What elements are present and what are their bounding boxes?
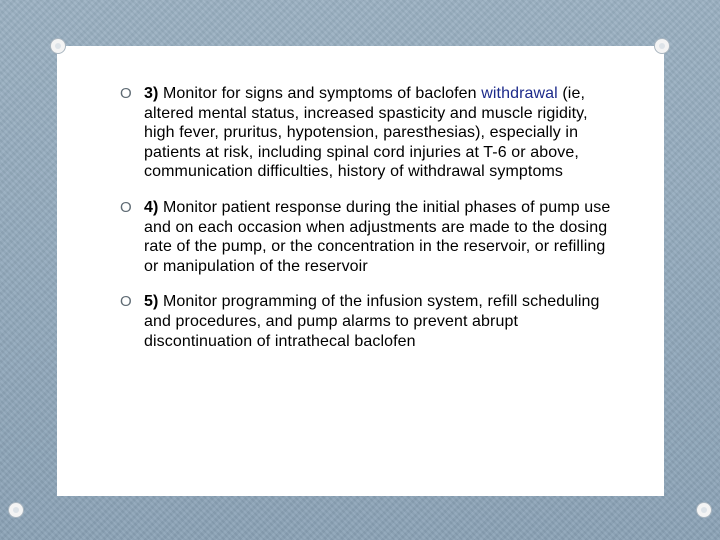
pin-icon [49, 37, 67, 55]
bullet-text: Monitor for signs and symptoms of baclofen [158, 85, 482, 102]
pin-icon [695, 501, 713, 519]
bullet-number: 4) [144, 198, 159, 216]
highlighted-term: withdrawal [481, 85, 558, 102]
bullet-text: Monitor patient response during the initial phases of pump use and on each occasion when adjustments are made to the dosing rate of the pump, or the concentration in the reservoir, or refilling or manipulation of the reservoir [144, 198, 611, 275]
bullet-text: (ie, altered mental status, increased spasticity and muscle rigidity, high fever, pruritus, hypotension, paresthesias), especially in patients at risk, including spinal cord injuries at T-6 or above, communication difficulties, history of withdrawal symptoms [144, 85, 588, 181]
bullet-marker: O [120, 85, 132, 102]
bullet-item-4 [120, 198, 620, 276]
bullet-item-3 [120, 84, 620, 182]
bullet-number: 3) [144, 85, 159, 102]
bullet-text: Monitor programming of the infusion system, refill scheduling and procedures, and pump alarms to prevent abrupt discontinuation of intrathecal baclofen [144, 293, 600, 350]
bullet-list [120, 84, 620, 351]
pin-icon [653, 37, 671, 55]
bullet-marker: O [120, 198, 132, 216]
pin-icon [7, 501, 25, 519]
bullet-marker: O [120, 293, 132, 311]
bullet-number: 5) [144, 293, 159, 311]
bullet-item-5 [120, 292, 620, 351]
